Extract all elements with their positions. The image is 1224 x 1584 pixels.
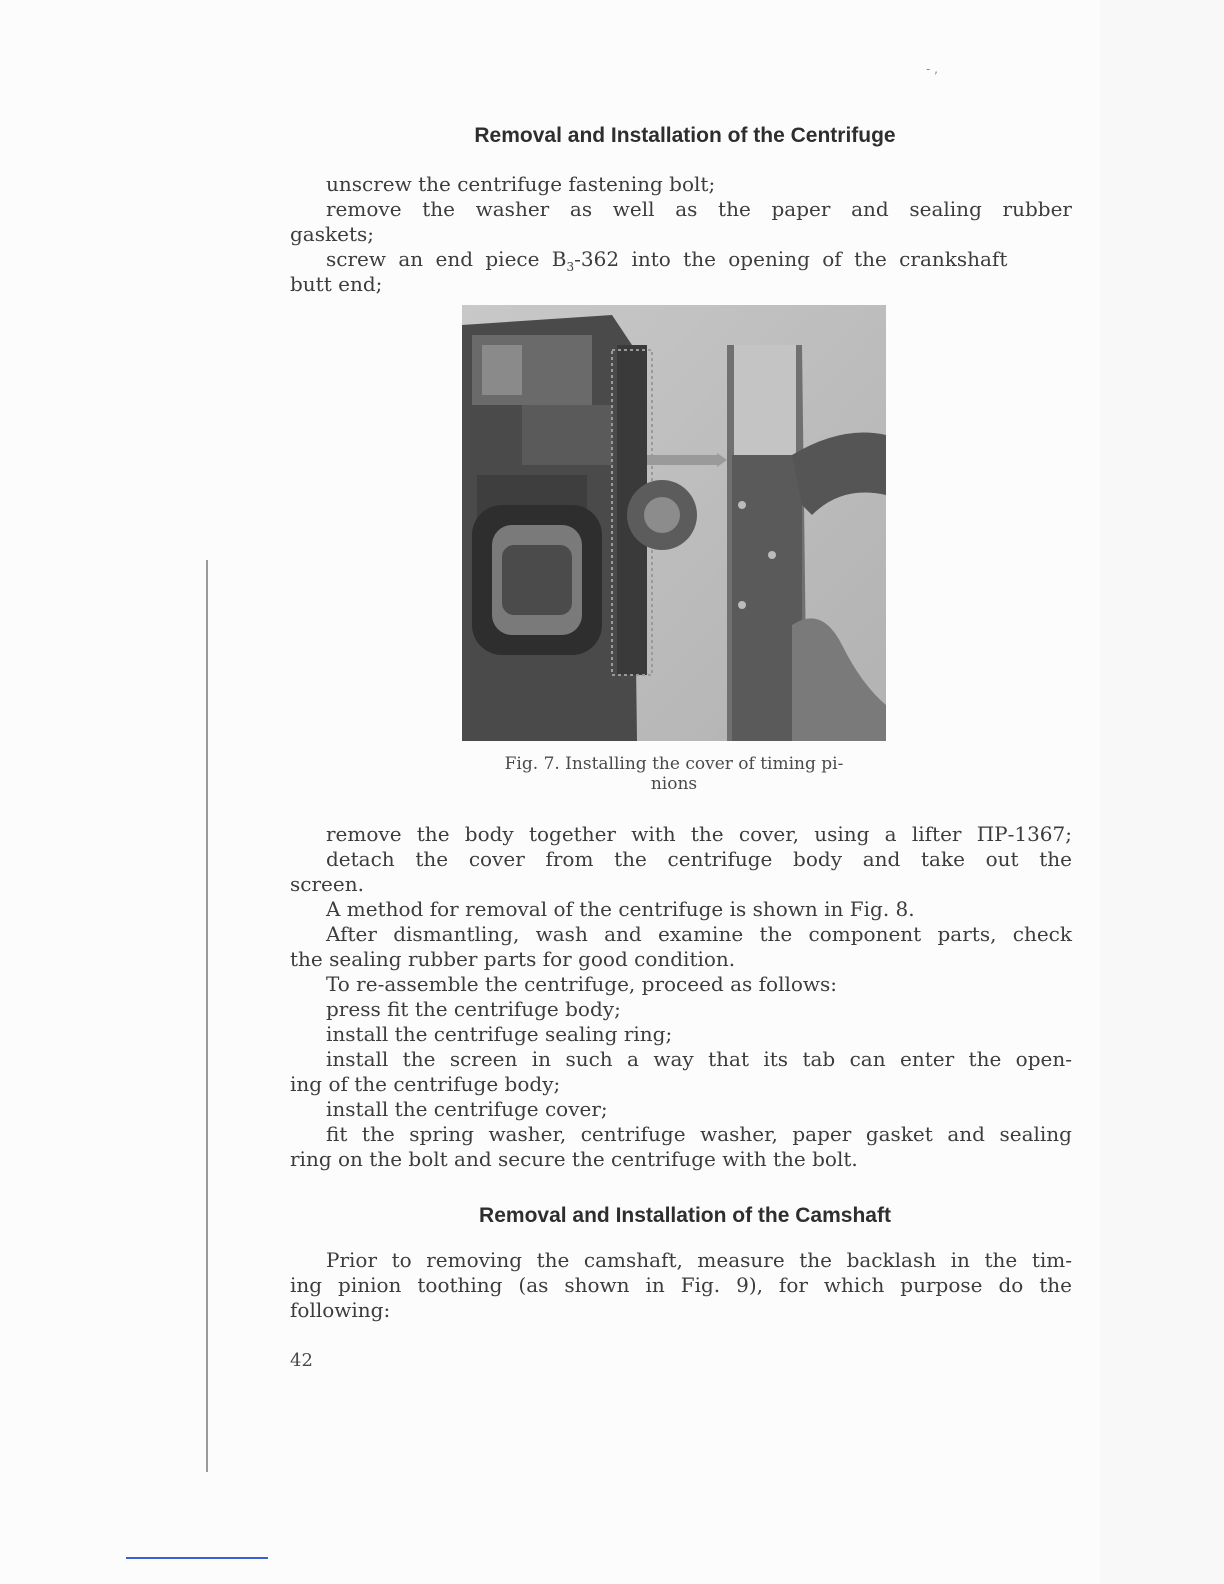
text-line: ring on the bolt and secure the centrifuge with the bolt. [290,1147,858,1171]
text-fragment: screw an end piece B [326,247,567,271]
text-line: fit the spring washer, centrifuge washer, paper gasket and sealing [326,1122,1072,1146]
text-line: install the screen in such a way that its tab can enter the open- [326,1047,1072,1071]
text-line: Prior to removing the camshaft, measure the backlash in the tim- [326,1248,1072,1272]
text-line: install the centrifuge cover; [326,1097,608,1121]
text-line: To re-assemble the centrifuge, proceed as follows: [326,972,838,996]
text-line: gaskets; [290,222,374,246]
text-line: the sealing rubber parts for good condition. [290,947,736,971]
section-heading-camshaft: Removal and Installation of the Camshaft [479,1204,891,1227]
text-line: screen. [290,872,364,896]
page-number: 42 [290,1350,313,1371]
figure-caption: Fig. 7. Installing the cover of timing pi- [504,754,844,774]
section-heading-centrifuge: Removal and Installation of the Centrifuge [474,124,896,147]
binding-line [206,560,208,1472]
figure-caption-continued: nions [650,774,698,794]
subscript: 3 [566,260,575,274]
text-line: ing of the centrifuge body; [290,1072,561,1096]
text-fragment: -362 into the opening of the crankshaft [574,247,1008,271]
text-line: ing pinion toothing (as shown in Fig. 9), for which purpose do the [290,1273,1072,1297]
page-edge-shade [1100,0,1224,1584]
scan-edge-line [126,1557,268,1559]
text-line: butt end; [290,272,383,296]
text-line: After dismantling, wash and examine the component parts, check [326,922,1072,946]
text-line: A method for removal of the centrifuge is shown in Fig. 8. [326,897,915,921]
text-line: remove the body together with the cover, using a lifter ПР-1367; [326,822,1072,846]
text-line: press fit the centrifuge body; [326,997,621,1021]
text-line: detach the cover from the centrifuge body and take out the [326,847,1072,871]
text-line: remove the washer as well as the paper and sealing rubber [326,197,1072,221]
text-line: following: [290,1298,391,1322]
text-line: install the centrifuge sealing ring; [326,1022,673,1046]
scan-speck: - , [926,62,938,76]
figure-photo-engine [462,305,886,741]
text-line: unscrew the centrifuge fastening bolt; [326,172,716,196]
